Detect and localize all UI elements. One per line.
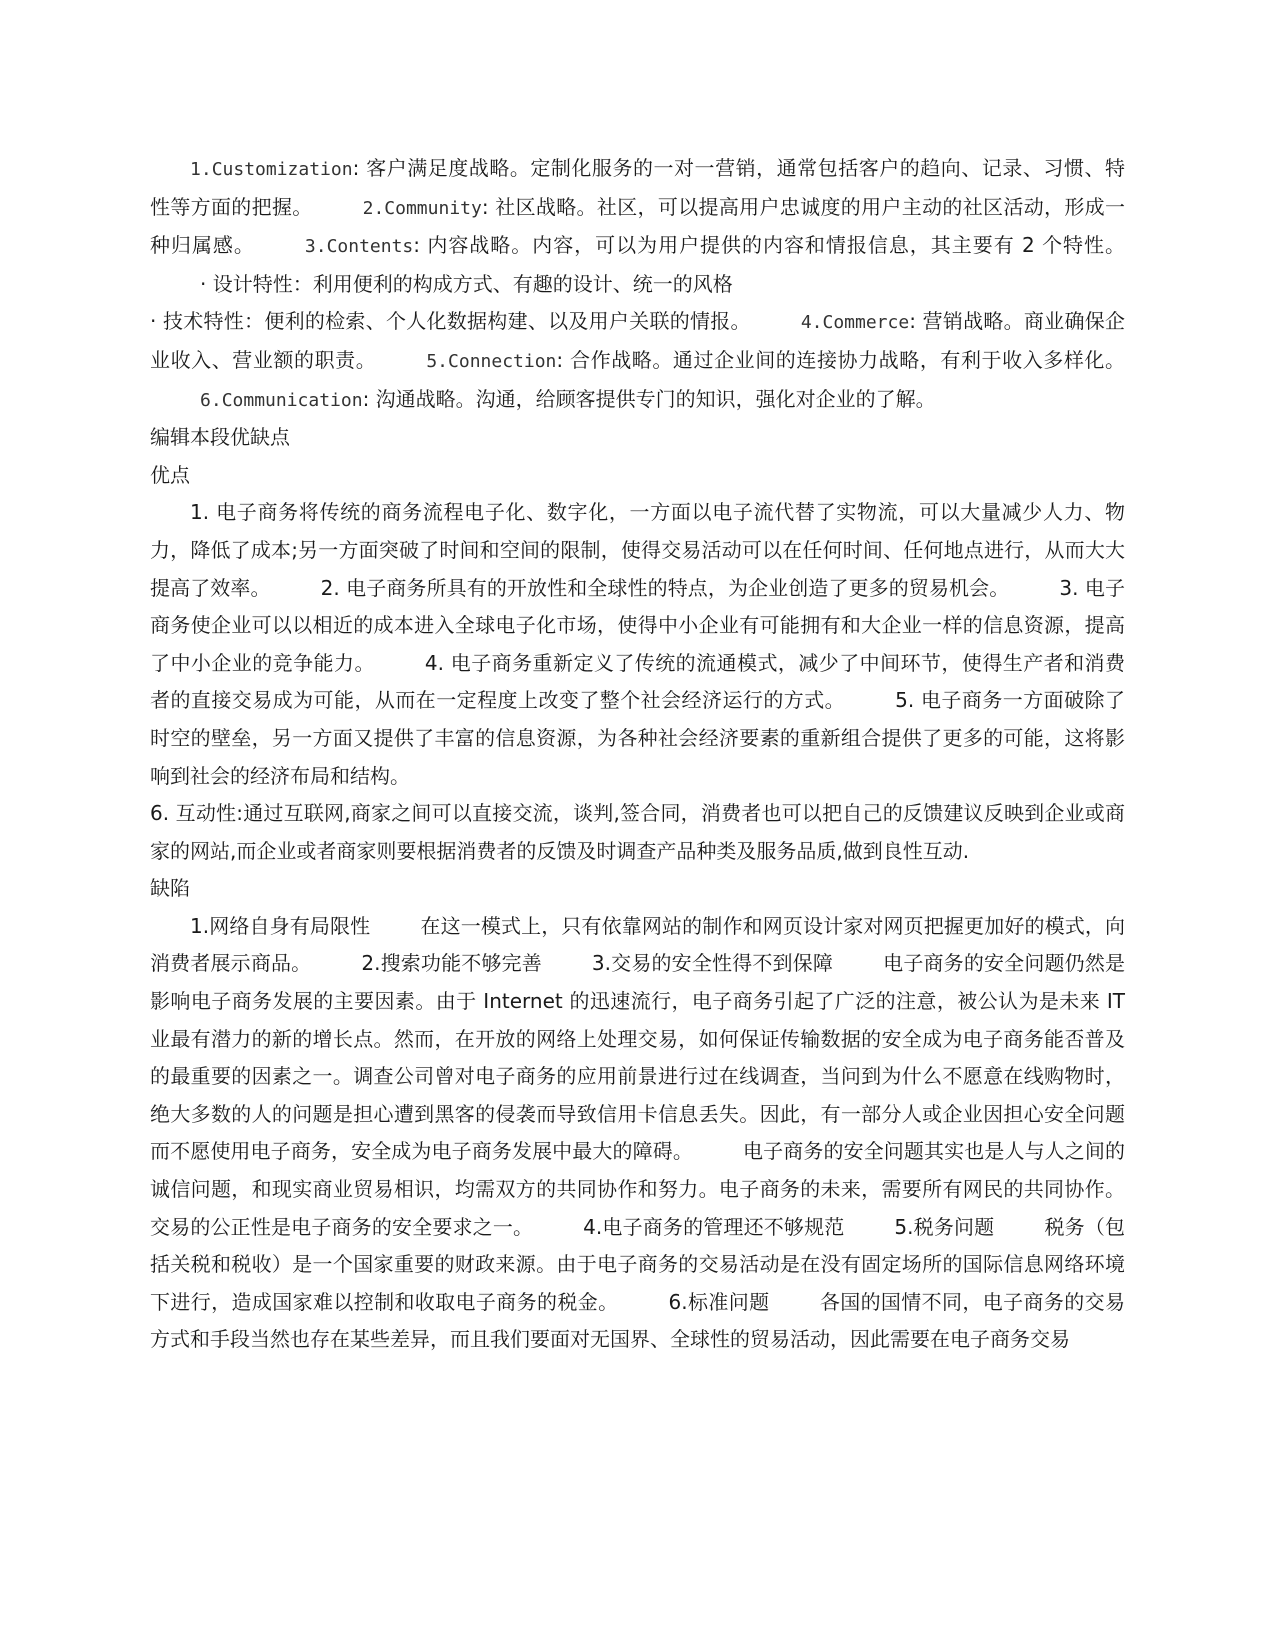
strategy-item-communication: 6.Communication: 沟通战略。沟通，给顾客提供专门的知识，强化对企业的了解。 (200, 386, 936, 411)
disadvantage-text: 电子商务的安全问题其实也是人与人之间的诚信问题，和现实商业贸易相识，均需双方的共同协作和努力。电子商务的未来，需要所有网民的共同协作。交易的公正性是电子商务的安全要求之一。 (150, 1139, 1126, 1239)
advantage-item: 5. 电子商务一方面破除了时空的壁垒，另一方面又提供了丰富的信息资源，为各种社会经济要素的重新组合提供了更多的可能，这将影响到社会的经济布局和结构。 (150, 688, 1125, 788)
advantage-item: 3. 电子商务使企业可以以相近的成本进入全球电子化市场，使得中小企业有可能拥有和大企业一样的信息资源，提高了中小企业的竞争能力。 (150, 575, 1125, 675)
disadvantage-text: 税务（包括关税和税收）是一个国家重要的财政来源。由于电子商务的交易活动是在没有固定场所的国际信息网络环境下进行，造成国家难以控制和收取电子商务的税金。 (150, 1214, 1126, 1314)
disadvantage-title: 5.税务问题 (894, 1214, 995, 1239)
advantage-item-interactivity: 6. 互动性:通过互联网,商家之间可以直接交流，谈判,签合同，消费者也可以把自己的反馈建议反映到企业或商家的网站,而企业或者商家则要根据消费者的反馈及时调查产品种类及服务品质,做到良性互动. (150, 801, 1125, 863)
strategy-item-contents: 3.Contents: 内容战略。内容，可以为用户提供的内容和情报信息，其主要有 2 个特性。 (304, 233, 1125, 258)
disadvantage-title: 6.标准问题 (668, 1289, 770, 1314)
document-page (150, 150, 1125, 1359)
disadvantages-paragraph (150, 908, 1125, 1359)
advantages-heading: 优点 (150, 462, 190, 487)
strategy-item-community: 2.Community: 社区战略。社区，可以提高用户忠诚度的用户主动的社区活动，形成一种归属感。 (150, 194, 1125, 258)
disadvantages-heading: 缺陷 (150, 876, 190, 901)
design-feature: · 设计特性：利用便利的构成方式、有趣的设计、统一的风格 (200, 271, 733, 296)
strategy-item-commerce: 4.Commerce: 营销战略。商业确保企业收入、营业额的职责。 (150, 309, 1125, 372)
disadvantage-title: 4.电子商务的管理还不够规范 (583, 1214, 845, 1239)
tech-feature: · 技术特性：便利的检索、个人化数据构建、以及用户关联的情报。 (150, 309, 751, 334)
disadvantage-text: 电子商务的安全问题仍然是影响电子商务发展的主要因素。由于 Internet 的迅速流行，电子商务引起了广泛的注意，被公认为是未来 IT 业最有潜力的新的增长点。然而，在开放的网络上处理交易，如何保证传输数据的安全成为电子商务能否普及的最重要的因素之一。调查公司曾对电子商务的应用前景进行过在线调查，当问到为什么不愿意在线购物时，绝大多数的人的问题是担心遭到黑客的侵袭而导致信用卡信息丢失。因此，有一部分人或企业因担心安全问题而不愿使用电子商务，安全成为电子商务发展中最大的障碍。 (150, 951, 1125, 1164)
section-heading: 编辑本段优缺点 (150, 425, 290, 450)
disadvantage-text: 各国的国情不同，电子商务的交易方式和手段当然也存在某些差异，而且我们要面对无国界、全球性的贸易活动，因此需要在电子商务交易 (150, 1289, 1126, 1352)
disadvantage-text: 在这一模式上，只有依靠网站的制作和网页设计家对网页把握更加好的模式，向消费者展示商品。 (150, 913, 1125, 976)
advantage-item: 1. 电子商务将传统的商务流程电子化、数字化，一方面以电子流代替了实物流，可以大量减少人力、物力，降低了成本;另一方面突破了时间和空间的限制，使得交易活动可以在任何时间、任何地点进行，从而大大提高了效率。 (150, 500, 1125, 600)
advantage-item: 2. 电子商务所具有的开放性和全球性的特点，为企业创造了更多的贸易机会。 (320, 575, 1010, 600)
disadvantage-title: 1.网络自身有局限性 (190, 913, 371, 938)
disadvantage-title: 3.交易的安全性得不到保障 (591, 951, 833, 976)
strategy-item-connection: 5.Connection: 合作战略。通过企业间的连接协力战略，有利于收入多样化。 (426, 347, 1125, 372)
strategy-paragraph (150, 150, 1125, 419)
disadvantage-title: 2.搜索功能不够完善 (361, 951, 542, 976)
advantage-item: 4. 电子商务重新定义了传统的流通模式，减少了中间环节，使得生产者和消费者的直接交易成为可能，从而在一定程度上改变了整个社会经济运行的方式。 (150, 650, 1125, 713)
strategy-item-customization: 1.Customization: 客户满足度战略。定制化服务的一对一营销，通常包括客户的趋向、记录、习惯、特性等方面的把握。 (150, 156, 1125, 219)
advantages-paragraph (150, 494, 1125, 795)
